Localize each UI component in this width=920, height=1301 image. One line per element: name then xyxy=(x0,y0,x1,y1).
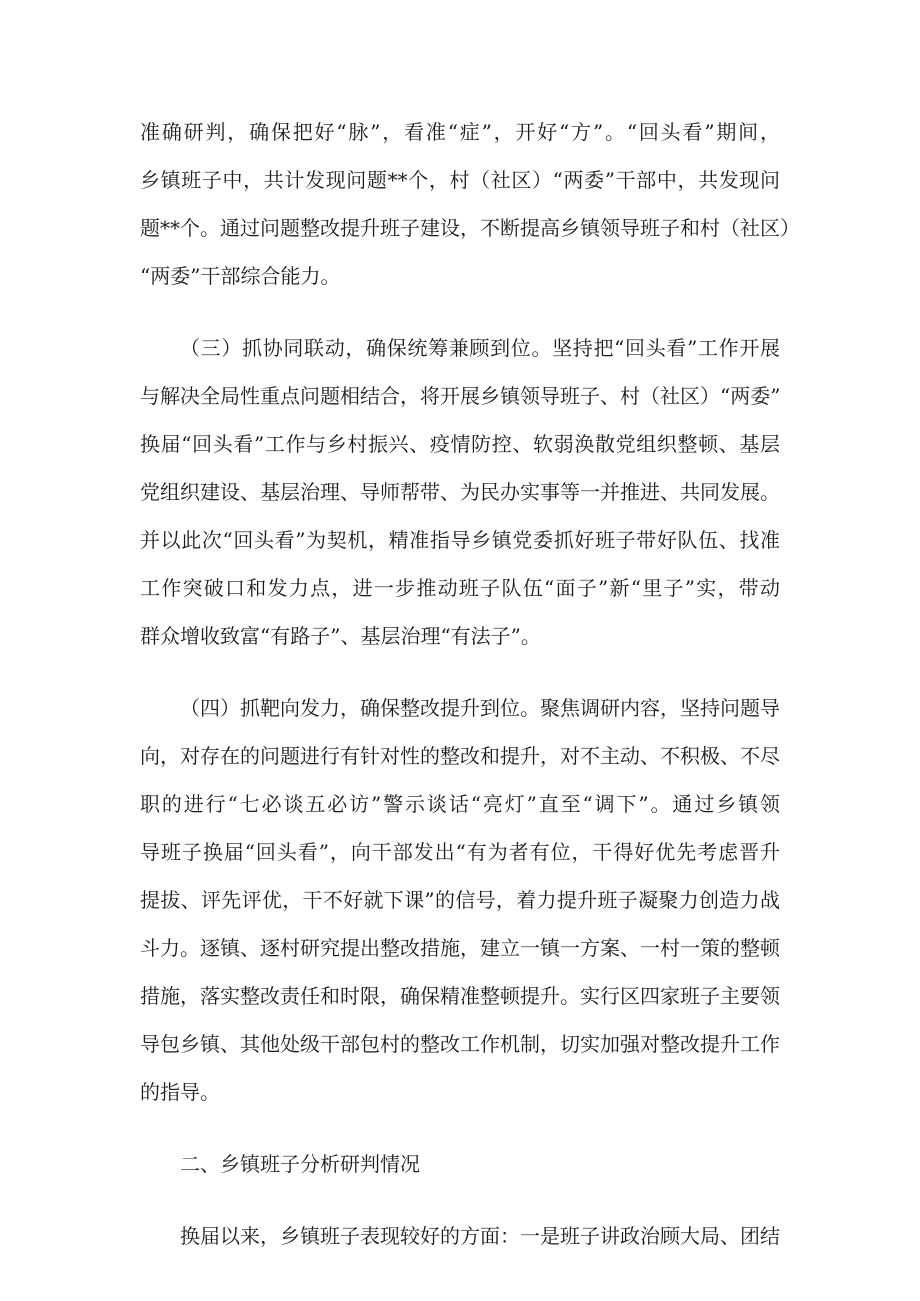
text-line: 并以此次“回头看”为契机，精准指导乡镇党委抓好班子带好队伍、找准 xyxy=(140,528,780,552)
text-line: 向，对存在的问题进行有针对性的整改和提升，对不主动、不积极、不尽 xyxy=(140,744,780,768)
text-line: 准确研判，确保把好“脉”，看准“症”，开好“方”。“回头看”期间， xyxy=(140,120,780,144)
text-line: 与解决全局性重点问题相结合，将开展乡镇领导班子、村（社区）“两委” xyxy=(140,384,781,408)
text-line: 导班子换届“回头看”，向干部发出“有为者有位，干得好优先考虑晋升 xyxy=(140,840,780,864)
text-line: 斗力。逐镇、逐村研究提出整改措施，建立一镇一方案、一村一策的整顿 xyxy=(140,936,780,960)
text-line: 群众增收致富“有路子”、基层治理“有法子”。 xyxy=(140,624,541,648)
text-line: 的指导。 xyxy=(140,1080,220,1104)
paragraph-heading-line: （四）抓靶向发力，确保整改提升到位。聚焦调研内容，坚持问题导 xyxy=(180,696,780,720)
section-heading: 二、乡镇班子分析研判情况 xyxy=(180,1152,420,1176)
text-line: 职的进行“七必谈五必访”警示谈话“亮灯”直至“调下”。通过乡镇领 xyxy=(140,792,780,816)
text-line: 换届“回头看”工作与乡村振兴、疫情防控、软弱涣散党组织整顿、基层 xyxy=(140,432,780,456)
text-line: 换届以来，乡镇班子表现较好的方面：一是班子讲政治顾大局、团结 xyxy=(180,1224,780,1248)
text-line: 乡镇班子中，共计发现问题**个，村（社区）“两委”干部中，共发现问 xyxy=(140,168,780,192)
text-line: 措施，落实整改责任和时限，确保精准整顿提升。实行区四家班子主要领 xyxy=(140,984,780,1008)
text-line: “两委”干部综合能力。 xyxy=(140,264,341,288)
text-line: 导包乡镇、其他处级干部包村的整改工作机制，切实加强对整改提升工作 xyxy=(140,1032,780,1056)
text-line: 党组织建设、基层治理、导师帮带、为民办实事等一并推进、共同发展。 xyxy=(140,480,780,504)
text-line: 题**个。通过问题整改提升班子建设，不断提高乡镇领导班子和村（社区） xyxy=(140,216,800,240)
text-line: 提拔、评先评优，干不好就下课”的信号，着力提升班子凝聚力创造力战 xyxy=(140,888,780,912)
paragraph-heading-line: （三）抓协同联动，确保统筹兼顾到位。坚持把“回头看”工作开展 xyxy=(180,336,780,360)
text-line: 工作突破口和发力点，进一步推动班子队伍“面子”新“里子”实，带动 xyxy=(140,576,780,600)
